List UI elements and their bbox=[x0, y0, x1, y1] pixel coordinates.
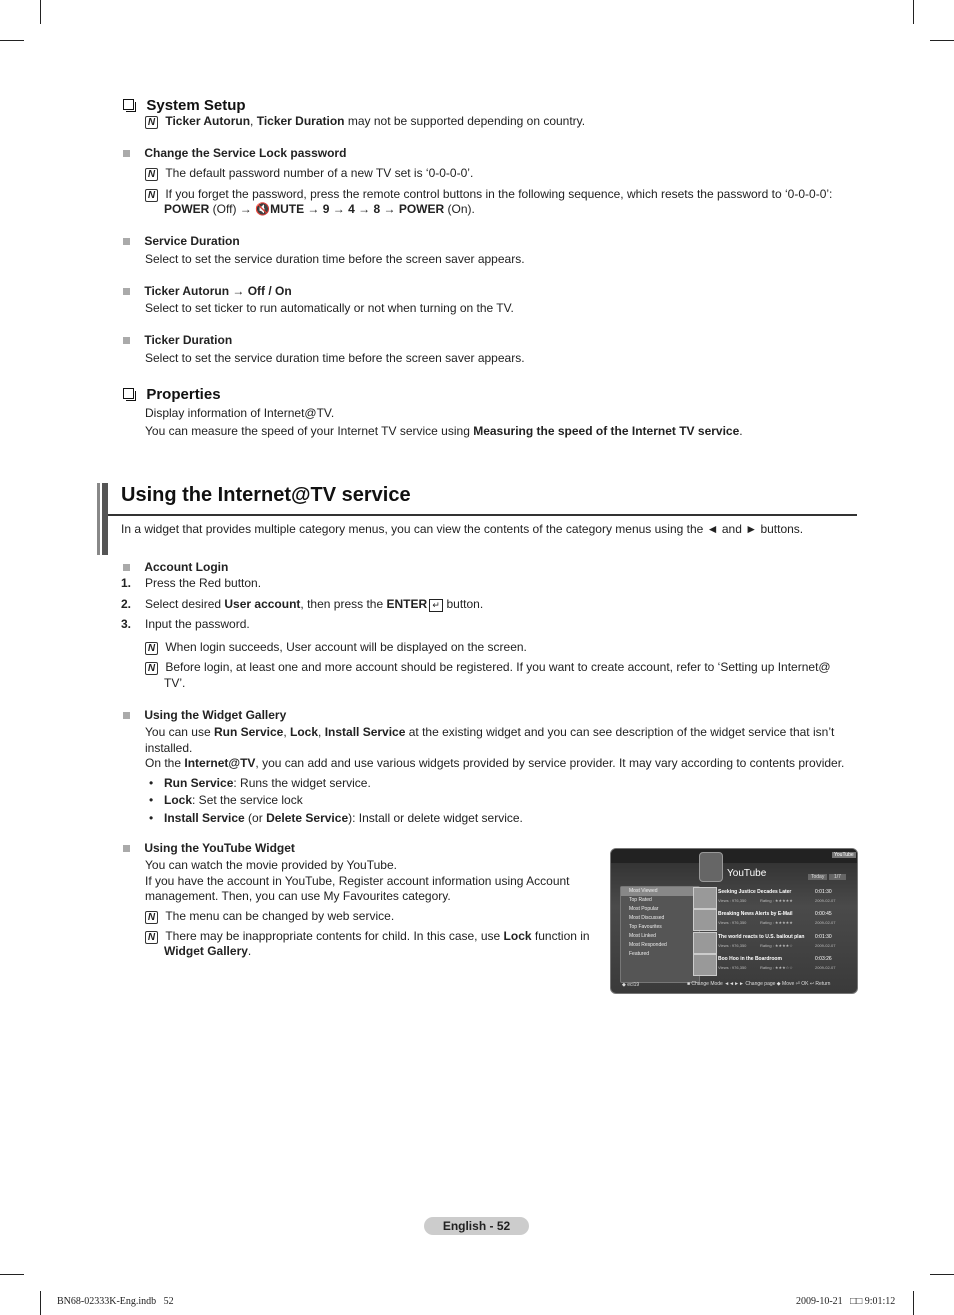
section-intro: In a widget that provides multiple category menus, you can view the contents of the category menus using the ◄ and ► buttons. bbox=[121, 522, 804, 536]
youtube-l3: management. Then, you can use My Favourites category. bbox=[145, 889, 451, 903]
step-1: 1. Press the Red button. bbox=[121, 576, 262, 590]
login-note1: N When login succeeds, User account will be displayed on the screen. bbox=[145, 640, 855, 655]
tv-tab-today: Today bbox=[808, 874, 827, 880]
youtube-l2: If you have the account in YouTube, Register account information using Account bbox=[145, 874, 570, 888]
crop-mark bbox=[40, 0, 41, 24]
youtube-logo: YouTube bbox=[834, 852, 854, 858]
section-bar bbox=[97, 483, 100, 555]
tv-footer-controls: ■ Change Mode ◄◄►► Change page ◆ Move ⏎ OK ↩ Return bbox=[687, 981, 831, 987]
bullet-install-service: • Install Service (or Delete Service): Install or delete widget service. bbox=[149, 811, 523, 825]
tv-video-row: Breaking News Alerts by E-Mail 0:00:45 Views : 976,350 Rating : ★★★★★ 2009-02-07 bbox=[693, 909, 851, 930]
tv-topbar bbox=[611, 849, 857, 863]
crop-mark bbox=[913, 0, 914, 24]
tv-video-row: Boo Hoo in the Boardroom 0:03:26 Views : 976,350 Rating : ★★★☆☆ 2009-02-07 bbox=[693, 954, 851, 975]
print-timestamp: 2009-10-21 □□ 9:01:12 bbox=[796, 1296, 896, 1307]
bullet-run-service: • Run Service: Runs the widget service. bbox=[149, 776, 371, 790]
service-lock-note1: N The default password number of a new TV set is ‘0-0-0-0’. bbox=[145, 166, 855, 181]
note-icon: N bbox=[145, 168, 158, 181]
youtube-note2: N There may be inappropriate contents for child. In this case, use Lock function in bbox=[145, 929, 605, 944]
bullet-square-icon bbox=[123, 712, 130, 719]
tv-menu-item: Most Popular bbox=[629, 906, 659, 912]
tv-category-menu bbox=[620, 886, 700, 983]
system-setup-heading: System Setup bbox=[123, 97, 246, 114]
widget-gallery-p1-cont: installed. bbox=[145, 741, 193, 755]
enter-icon: ↵ bbox=[429, 599, 443, 612]
note-icon: N bbox=[145, 662, 158, 675]
ticker-autorun-text: Select to set ticker to run automatically or not when turning on the TV. bbox=[145, 301, 514, 315]
video-thumbnail bbox=[693, 954, 717, 976]
properties-line2: You can measure the speed of your Internet TV service using Measuring the speed of the Internet TV service. bbox=[145, 424, 743, 438]
widget-gallery-p1: You can use Run Service, Lock, Install Service at the existing widget and you can see description of the widget service that isn’t bbox=[145, 725, 835, 739]
password-reset-sequence: POWER (Off) → 🔇MUTE → 9 → 4 → 8 → POWER (On). bbox=[164, 202, 475, 216]
youtube-widget-heading: Using the YouTube Widget bbox=[123, 841, 295, 856]
tv-menu-item: Most Discussed bbox=[629, 915, 665, 921]
youtube-tv-screenshot bbox=[610, 848, 858, 994]
note-icon: N bbox=[145, 189, 158, 202]
youtube-note1: N The menu can be changed by web service. bbox=[145, 909, 394, 924]
widget-gallery-p2: On the Internet@TV, you can add and use various widgets provided by service provider. It may vary according to contents provider. bbox=[145, 756, 845, 770]
crop-mark bbox=[40, 1291, 41, 1315]
note-icon: N bbox=[145, 931, 158, 944]
login-note2: N Before login, at least one and more account should be registered. If you want to create account, refer to ‘Setting up Internet@ bbox=[145, 660, 855, 675]
crop-mark bbox=[930, 1274, 954, 1275]
video-thumbnail bbox=[693, 909, 717, 931]
tv-menu-item: Most Responded bbox=[629, 942, 667, 948]
bullet-square-icon bbox=[123, 845, 130, 852]
tv-menu-item: Most Viewed bbox=[621, 887, 699, 896]
crop-mark bbox=[930, 40, 954, 41]
service-lock-heading: Change the Service Lock password bbox=[123, 146, 346, 161]
bullet-lock: • Lock: Set the service lock bbox=[149, 793, 303, 807]
print-file-name: BN68-02333K-Eng.indb 52 bbox=[57, 1296, 174, 1307]
ticker-duration-heading: Ticker Duration bbox=[123, 333, 232, 348]
service-duration-text: Select to set the service duration time before the screen saver appears. bbox=[145, 252, 525, 266]
tv-menu-item: Top Rated bbox=[629, 897, 652, 903]
section-title: Using the Internet@TV service bbox=[121, 484, 411, 506]
checkbox-icon bbox=[123, 99, 134, 110]
youtube-l1: You can watch the movie provided by YouTube. bbox=[145, 858, 397, 872]
page-number-badge: English - 52 bbox=[424, 1217, 529, 1235]
login-note2-cont: TV’. bbox=[164, 676, 186, 690]
bullet-square-icon bbox=[123, 288, 130, 295]
youtube-note2-cont: Widget Gallery. bbox=[164, 944, 252, 958]
video-thumbnail bbox=[693, 932, 717, 954]
section-bar bbox=[102, 483, 108, 555]
crop-mark bbox=[913, 1291, 914, 1315]
step-2: 2. Select desired User account, then press the ENTER ↵ button. bbox=[121, 597, 484, 611]
mute-icon: 🔇 bbox=[255, 202, 271, 216]
bullet-square-icon bbox=[123, 564, 130, 571]
note-icon: N bbox=[145, 911, 158, 924]
bullet-square-icon bbox=[123, 150, 130, 157]
service-duration-heading: Service Duration bbox=[123, 234, 240, 249]
section-rule bbox=[108, 514, 857, 516]
note-icon: N bbox=[145, 642, 158, 655]
crop-mark bbox=[0, 1274, 24, 1275]
tv-tab-page: 1/7 bbox=[829, 874, 846, 880]
crop-mark bbox=[0, 40, 24, 41]
properties-heading: Properties bbox=[123, 386, 221, 403]
tv-video-row: Seeking Justice Decades Later 0:01:30 Views : 976,350 Rating : ★★★★★ 2009-02-07 bbox=[693, 887, 851, 908]
ticker-duration-text: Select to set the service duration time before the screen saver appears. bbox=[145, 351, 525, 365]
checkbox-icon bbox=[123, 388, 134, 399]
video-thumbnail bbox=[693, 887, 717, 909]
bullet-square-icon bbox=[123, 238, 130, 245]
note-icon: N bbox=[145, 116, 158, 129]
tv-menu-item: Top Favourites bbox=[629, 924, 662, 930]
properties-line1: Display information of Internet@TV. bbox=[145, 406, 335, 420]
ticker-autorun-heading: Ticker Autorun → Off / On bbox=[123, 284, 292, 299]
film-camera-icon bbox=[699, 852, 723, 882]
tv-brand: YouTube bbox=[727, 868, 767, 879]
widget-gallery-heading: Using the Widget Gallery bbox=[123, 708, 286, 723]
bullet-square-icon bbox=[123, 337, 130, 344]
step-3: 3. Input the password. bbox=[121, 617, 250, 631]
account-login-heading: Account Login bbox=[123, 560, 228, 575]
tv-footer-left: ◆ ecl19 bbox=[622, 982, 640, 988]
service-lock-note2: N If you forget the password, press the remote control buttons in the following sequence, which resets the password to ‘0-0-0-0’: bbox=[145, 187, 855, 202]
tv-menu-item: Featured bbox=[629, 951, 650, 957]
system-setup-note: N Ticker Autorun, Ticker Duration may not be supported depending on country. bbox=[145, 114, 845, 129]
tv-video-row: The world reacts to U.S. bailout plan 0:01:30 Views : 976,350 Rating : ★★★★☆ 2009-02-07 bbox=[693, 932, 851, 953]
tv-menu-item: Most Linked bbox=[629, 933, 656, 939]
